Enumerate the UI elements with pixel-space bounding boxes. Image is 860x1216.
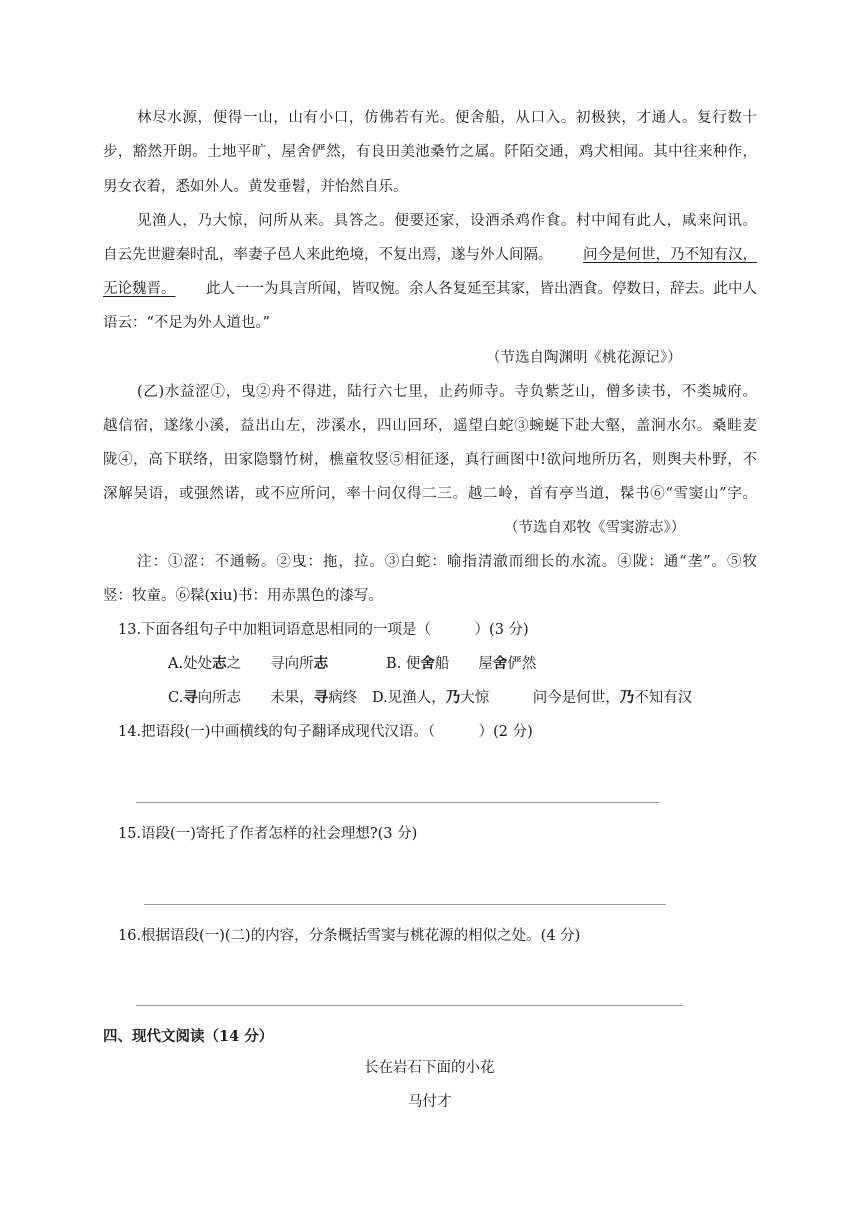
passage1-line xyxy=(103,245,757,265)
passage1-text: 自云先世避秦时乱，率妻子邑人来此绝境，不复出焉，遂与外人间隔。 xyxy=(103,247,553,263)
bold-word: 寻 xyxy=(183,689,198,706)
question-16-stem: 16.根据语段(一)(二)的内容，分条概括雪窦与桃花源的相似之处。(4 分) xyxy=(118,928,581,944)
option-text: 大惊 问今是何世， xyxy=(460,690,620,706)
bold-word: 乃 xyxy=(619,689,635,706)
passage1-line: 语云：“不足为外人道也。” xyxy=(103,315,271,331)
answer-line xyxy=(144,904,666,905)
option-text: 俨然 xyxy=(507,656,537,672)
option-c xyxy=(168,688,357,708)
option-text: C. xyxy=(168,690,184,706)
underlined-sentence: 问今是何世，乃不知有汉， xyxy=(583,247,757,263)
answer-line xyxy=(136,1005,683,1006)
passage1-source: （节选自陶渊明《桃花源记》） xyxy=(486,350,682,366)
article-title: 长在岩石下面的小花 xyxy=(364,1060,495,1076)
option-text: 病终 xyxy=(328,690,358,706)
bold-word: 志 xyxy=(313,655,329,672)
option-d xyxy=(372,688,692,708)
article-author: 马付才 xyxy=(408,1094,452,1110)
bold-word: 舍 xyxy=(492,655,508,672)
option-text: D.见渔人， xyxy=(372,690,446,706)
passage2-line: 陇④，高下联络，田家隐翳竹树，樵童牧竖⑤相征逐，真行画图中!欲问地所历名，则舆夫朴野，不 xyxy=(103,452,757,468)
passage1-line: 见渔人，乃大惊，问所从来。具答之。便要还家，设酒杀鸡作食。村中闻有此人，咸来问讯。 xyxy=(137,213,757,229)
option-text: 船 屋 xyxy=(434,656,493,672)
option-text: 向所志 未果， xyxy=(197,690,314,706)
passage1-text: 此人一一为具言所闻，皆叹惋。余人各复延至其家，皆出酒食。停数日，辞去。此中人 xyxy=(206,281,757,297)
option-text: B. 便 xyxy=(386,656,421,672)
notes-line: 注：①涩：不通畅。②曳：拖，拉。③白蛇：喻指清澈而细长的水流。④陇：通“垄”。⑤牧 xyxy=(137,554,757,570)
option-a xyxy=(168,654,328,674)
option-text: 不知有汉 xyxy=(634,690,693,706)
option-text: 之 寻向所 xyxy=(226,656,314,672)
passage1-line: 男女衣着，悉如外人。黄发垂髫，并怡然自乐。 xyxy=(103,179,408,195)
passage2-line: 深解吴语，或强然诺，或不应所问，率十问仅得二三。越二岭，首有亭当道，髹书⑥“雪窦山”字。 xyxy=(103,486,757,502)
passage1-line: 步，豁然开朗。土地平旷，屋舍俨然，有良田美池桑竹之属。阡陌交通，鸡犬相闻。其中往来种作， xyxy=(103,144,757,160)
section-heading: 四、现代文阅读（14 分） xyxy=(103,1028,274,1045)
underlined-sentence: 无论魏晋。 xyxy=(103,281,176,297)
bold-word: 舍 xyxy=(420,655,435,672)
notes-line: 竖：牧童。⑥髹(xiu)书：用赤黑色的漆写。 xyxy=(103,588,383,604)
passage1-line xyxy=(103,279,757,299)
bold-word: 乃 xyxy=(445,689,461,706)
passage2-line: 越信宿，遂缘小溪，益出山左，涉溪水，四山回环，遥望白蛇③蜿蜒下赴大壑，盖涧水尔。桑畦麦 xyxy=(103,418,757,434)
passage2-line: (乙)水益涩①，曳②舟不得进，陆行六七里，止药师寺。寺负紫芝山，僧多读书，不类城府。 xyxy=(137,384,757,400)
option-b xyxy=(386,654,536,674)
question-13-stem: 13.下面各组句子中加粗词语意思相同的一项是（ ）(3 分) xyxy=(118,622,529,638)
question-15-stem: 15.语段(一)寄托了作者怎样的社会理想?(3 分) xyxy=(118,826,418,842)
passage1-line: 林尽水源，便得一山，山有小口，仿佛若有光。便舍船，从口入。初极狭，才通人。复行数十 xyxy=(137,110,757,126)
bold-word: 志 xyxy=(212,655,227,672)
option-text: A.处处 xyxy=(168,656,213,672)
question-14-stem: 14.把语段(一)中画横线的句子翻译成现代汉语。（ ）(2 分) xyxy=(118,724,533,740)
bold-word: 寻 xyxy=(313,689,329,706)
passage2-source: （节选自邓牧《雪窦游志》） xyxy=(504,520,686,536)
answer-line xyxy=(136,802,660,803)
